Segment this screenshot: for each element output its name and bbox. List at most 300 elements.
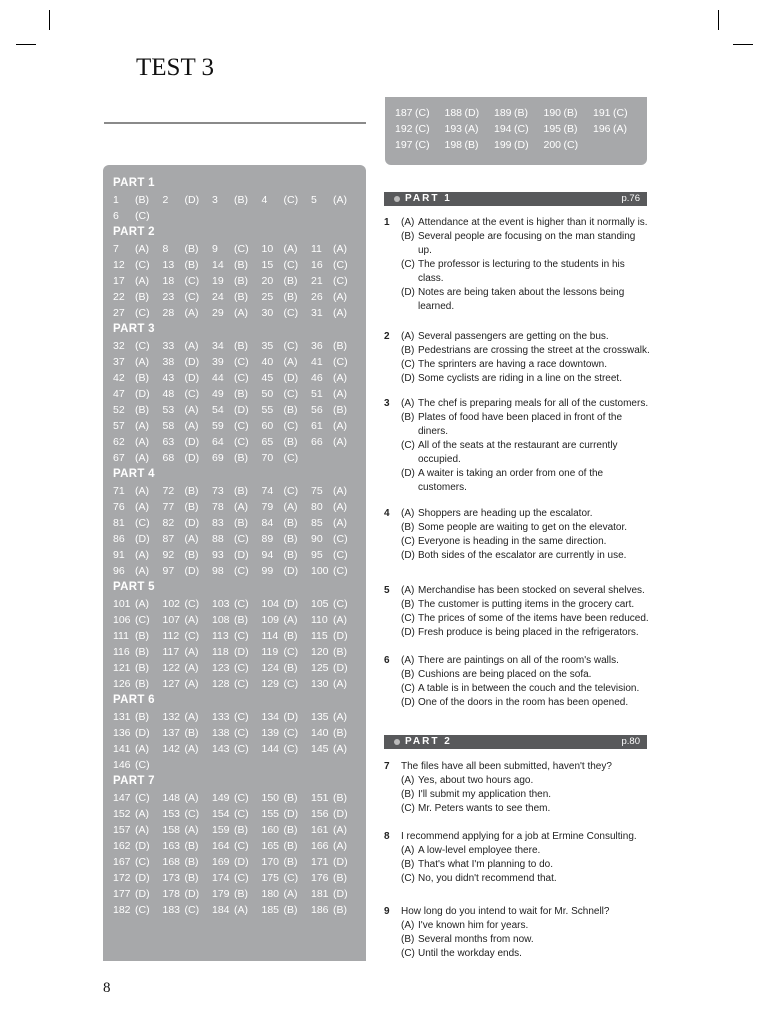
answer-letter: (B) xyxy=(184,243,199,255)
answer-letter: (A) xyxy=(333,678,347,690)
answer-number: 141 xyxy=(113,743,131,755)
answer-item xyxy=(113,644,163,660)
answer-item xyxy=(113,902,163,918)
bullet-icon xyxy=(394,739,400,745)
answer-number: 48 xyxy=(162,388,175,400)
answer-letter: (B) xyxy=(234,888,248,900)
answer-number: 54 xyxy=(212,404,224,416)
answer-item xyxy=(212,354,262,370)
answer-number: 17 xyxy=(113,275,125,287)
answer-number: 40 xyxy=(261,356,274,368)
answer-item xyxy=(212,418,262,434)
part-header xyxy=(384,192,647,206)
option-letter: (B) xyxy=(401,669,415,680)
answer-number: 28 xyxy=(162,307,175,319)
answer-letter: (C) xyxy=(234,630,249,642)
answer-letter: (D) xyxy=(333,856,348,868)
answer-item xyxy=(163,790,213,806)
option-text: No, you didn't recommend that. xyxy=(418,873,557,884)
answer-letter: (D) xyxy=(135,727,150,739)
answer-number: 164 xyxy=(212,840,230,852)
answer-item xyxy=(212,612,262,628)
answer-item xyxy=(212,596,262,612)
answer-number: 29 xyxy=(212,307,224,319)
answer-option xyxy=(401,788,650,802)
answer-number: 73 xyxy=(212,485,224,497)
answer-item xyxy=(212,628,262,644)
answer-number: 84 xyxy=(261,517,274,529)
title-rule xyxy=(104,122,366,124)
answer-number: 132 xyxy=(162,711,181,723)
answer-number: 187 xyxy=(395,107,413,119)
answer-option xyxy=(401,654,650,668)
answer-number: 106 xyxy=(113,614,131,626)
answer-item xyxy=(113,289,163,305)
answer-number: 145 xyxy=(311,743,329,755)
answer-letter: (A) xyxy=(135,743,149,755)
answer-item xyxy=(113,370,163,386)
option-letter: (B) xyxy=(401,231,415,242)
answer-number: 61 xyxy=(311,420,323,432)
answer-letter: (B) xyxy=(135,194,149,206)
answer-letter: (C) xyxy=(333,598,348,610)
answer-item xyxy=(113,612,163,628)
answer-option xyxy=(401,696,650,710)
answer-item xyxy=(311,257,361,273)
answer-letter: (C) xyxy=(184,808,200,820)
answer-part-label: PART 1 xyxy=(113,177,155,189)
answer-letter: (C) xyxy=(333,565,348,577)
answer-letter: (B) xyxy=(234,275,248,287)
question-number: 7 xyxy=(384,761,390,772)
option-letter: (A) xyxy=(401,331,415,342)
answer-item xyxy=(311,886,361,902)
answer-letter: (C) xyxy=(283,194,299,206)
answer-number: 183 xyxy=(162,904,181,916)
answer-item xyxy=(311,806,361,822)
answer-number: 144 xyxy=(261,743,280,755)
answer-number: 35 xyxy=(261,340,274,352)
answer-item xyxy=(262,338,312,354)
answer-letter: (A) xyxy=(333,307,347,319)
answer-letter: (A) xyxy=(184,646,199,658)
option-text: Plates of food have been placed in front of the diners. xyxy=(418,412,623,437)
answer-letter: (C) xyxy=(283,485,299,497)
answer-number: 63 xyxy=(162,436,175,448)
answer-number: 137 xyxy=(162,727,181,739)
answer-item xyxy=(311,628,361,644)
answer-number: 158 xyxy=(162,824,181,836)
answer-number: 15 xyxy=(261,259,274,271)
answer-number: 136 xyxy=(113,727,131,739)
answer-item xyxy=(311,483,361,499)
answer-letter: (D) xyxy=(283,565,299,577)
answer-item xyxy=(544,105,594,121)
answer-letter: (B) xyxy=(234,614,248,626)
part-title: PART 1 xyxy=(405,193,452,204)
answer-letter: (A) xyxy=(283,501,298,513)
answer-number: 49 xyxy=(212,388,224,400)
answer-item xyxy=(113,709,163,725)
answer-number: 185 xyxy=(261,904,280,916)
answer-number: 179 xyxy=(212,888,230,900)
option-letter: (C) xyxy=(401,536,415,547)
answer-part-label: PART 5 xyxy=(113,581,155,593)
answer-number: 194 xyxy=(494,123,512,135)
option-text: Some people are waiting to get on the elevator. xyxy=(418,522,628,533)
answer-item xyxy=(262,515,312,531)
option-letter: (B) xyxy=(401,345,415,356)
answer-item xyxy=(212,741,262,757)
answer-number: 38 xyxy=(162,356,175,368)
option-text: Pedestrians are crossing the street at the crosswalk. xyxy=(418,345,650,356)
answer-letter: (D) xyxy=(333,662,348,674)
answer-number: 98 xyxy=(212,565,224,577)
answer-letter: (A) xyxy=(184,533,199,545)
option-letter: (B) xyxy=(401,934,415,945)
option-text: Fresh produce is being placed in the refrigerators. xyxy=(418,627,639,638)
answer-number: 71 xyxy=(113,485,125,497)
answer-letter: (B) xyxy=(283,404,298,416)
answer-number: 70 xyxy=(261,452,274,464)
answer-item xyxy=(593,105,643,121)
answer-item xyxy=(311,531,361,547)
answer-item xyxy=(212,790,262,806)
answer-letter: (B) xyxy=(283,517,298,529)
answer-letter: (A) xyxy=(333,420,347,432)
answer-part-label: PART 3 xyxy=(113,323,155,335)
answer-item xyxy=(262,192,312,208)
answer-item xyxy=(212,902,262,918)
answer-item xyxy=(113,676,163,692)
answer-item xyxy=(113,515,163,531)
answer-letter: (B) xyxy=(283,904,298,916)
answer-number: 173 xyxy=(162,872,181,884)
answer-number: 22 xyxy=(113,291,125,303)
answer-letter: (D) xyxy=(333,630,348,642)
answer-item xyxy=(262,854,312,870)
option-text: The sprinters are having a race downtown. xyxy=(418,359,607,370)
answer-item xyxy=(113,273,163,289)
answer-number: 121 xyxy=(113,662,131,674)
answer-number: 26 xyxy=(311,291,323,303)
answer-item xyxy=(163,338,213,354)
answer-item xyxy=(163,709,213,725)
answer-item xyxy=(262,709,312,725)
answer-item xyxy=(311,644,361,660)
answer-letter: (C) xyxy=(234,598,249,610)
answer-letter: (C) xyxy=(333,275,348,287)
option-text: Notes are being taken about the lessons being learned. xyxy=(418,287,625,312)
answer-item xyxy=(262,628,312,644)
answer-item xyxy=(163,725,213,741)
answer-letter: (B) xyxy=(234,517,248,529)
answer-number: 87 xyxy=(162,533,175,545)
answer-letter: (A) xyxy=(135,452,149,464)
answer-item xyxy=(163,354,213,370)
answer-number: 135 xyxy=(311,711,329,723)
answer-letter: (A) xyxy=(333,840,347,852)
answer-item xyxy=(113,838,163,854)
answer-letter: (B) xyxy=(514,107,528,119)
answer-option xyxy=(401,919,650,933)
answer-letter: (A) xyxy=(283,356,298,368)
answer-letter: (C) xyxy=(135,307,150,319)
answer-letter: (D) xyxy=(333,808,348,820)
answer-item xyxy=(262,289,312,305)
answer-item xyxy=(311,515,361,531)
answer-item xyxy=(113,628,163,644)
answer-number: 101 xyxy=(113,598,131,610)
answer-item xyxy=(212,822,262,838)
answer-number: 72 xyxy=(162,485,175,497)
answer-item xyxy=(163,450,213,466)
answer-letter: (A) xyxy=(135,824,149,836)
answer-item xyxy=(311,418,361,434)
question xyxy=(384,330,650,386)
question-number: 5 xyxy=(384,585,390,596)
answer-number: 169 xyxy=(212,856,230,868)
answer-item xyxy=(163,402,213,418)
answer-number: 146 xyxy=(113,759,131,771)
answer-number: 182 xyxy=(113,904,131,916)
answer-number: 100 xyxy=(311,565,329,577)
answer-number: 85 xyxy=(311,517,323,529)
answer-number: 18 xyxy=(162,275,175,287)
answer-number: 107 xyxy=(162,614,181,626)
answer-option xyxy=(401,397,650,411)
answer-number: 13 xyxy=(162,259,175,271)
answer-item xyxy=(163,257,213,273)
answer-item xyxy=(262,741,312,757)
answer-item xyxy=(395,105,445,121)
answer-number: 190 xyxy=(543,107,562,119)
answer-letter: (A) xyxy=(184,307,199,319)
answer-letter: (C) xyxy=(234,372,249,384)
option-text: Cushions are being placed on the sofa. xyxy=(418,669,592,680)
option-letter: (A) xyxy=(401,398,415,409)
answer-letter: (C) xyxy=(234,678,249,690)
answer-number: 124 xyxy=(261,662,280,674)
answer-letter: (A) xyxy=(135,356,149,368)
answer-item xyxy=(163,305,213,321)
answer-number: 66 xyxy=(311,436,323,448)
option-text: Merchandise has been stocked on several shelves. xyxy=(418,585,645,596)
answer-letter: (C) xyxy=(234,872,249,884)
answer-number: 142 xyxy=(162,743,181,755)
crop-mark xyxy=(49,10,50,30)
answer-letter: (D) xyxy=(184,194,200,206)
answer-letter: (C) xyxy=(184,275,200,287)
answer-letter: (B) xyxy=(135,291,149,303)
answer-item xyxy=(113,531,163,547)
answer-number: 114 xyxy=(261,630,279,642)
answer-letter: (A) xyxy=(184,614,199,626)
answer-option xyxy=(401,933,650,947)
answer-item xyxy=(395,121,445,137)
answer-part-label: PART 7 xyxy=(113,775,155,787)
answer-letter: (A) xyxy=(333,501,347,513)
answer-item xyxy=(163,531,213,547)
option-text: The prices of some of the items have been reduced. xyxy=(418,613,649,624)
option-text: Until the workday ends. xyxy=(418,948,522,959)
answer-number: 93 xyxy=(212,549,224,561)
answer-number: 149 xyxy=(212,792,230,804)
answer-grid xyxy=(395,105,647,153)
answer-number: 159 xyxy=(212,824,230,836)
answer-item xyxy=(494,137,544,153)
answer-item xyxy=(113,257,163,273)
answer-letter: (B) xyxy=(283,792,298,804)
question-number: 1 xyxy=(384,217,390,228)
answer-item xyxy=(212,499,262,515)
answer-number: 176 xyxy=(311,872,329,884)
answer-letter: (A) xyxy=(135,436,149,448)
answer-number: 105 xyxy=(311,598,329,610)
question xyxy=(384,830,650,886)
answer-letter: (B) xyxy=(283,630,298,642)
answer-letter: (A) xyxy=(184,662,199,674)
answer-part-label: PART 2 xyxy=(113,226,155,238)
answer-letter: (D) xyxy=(184,356,200,368)
answer-item xyxy=(262,483,312,499)
answer-letter: (D) xyxy=(184,888,200,900)
option-text: The customer is putting items in the grocery cart. xyxy=(418,599,635,610)
question xyxy=(384,216,650,314)
answer-letter: (B) xyxy=(184,872,199,884)
answer-option xyxy=(401,774,650,788)
answer-item xyxy=(113,822,163,838)
answer-item xyxy=(262,257,312,273)
answer-number: 172 xyxy=(113,872,131,884)
answer-number: 102 xyxy=(162,598,181,610)
answer-item xyxy=(163,596,213,612)
answer-option xyxy=(401,372,650,386)
option-letter: (C) xyxy=(401,683,415,694)
answer-letter: (A) xyxy=(234,501,248,513)
answer-item xyxy=(212,257,262,273)
answer-number: 41 xyxy=(311,356,323,368)
answer-letter: (D) xyxy=(135,872,150,884)
option-letter: (B) xyxy=(401,412,415,423)
answer-item xyxy=(445,105,495,121)
option-text: A table is in between the couch and the television. xyxy=(418,683,640,694)
answer-number: 160 xyxy=(261,824,280,836)
option-letter: (C) xyxy=(401,873,415,884)
answer-number: 103 xyxy=(212,598,230,610)
answer-number: 64 xyxy=(212,436,224,448)
answer-item xyxy=(593,121,643,137)
answer-item xyxy=(311,499,361,515)
answer-number: 58 xyxy=(162,420,175,432)
answer-letter: (B) xyxy=(184,501,199,513)
answer-item xyxy=(212,402,262,418)
answer-letter: (C) xyxy=(283,259,299,271)
answer-item xyxy=(262,886,312,902)
answer-letter: (B) xyxy=(234,485,248,497)
option-letter: (D) xyxy=(401,550,415,561)
answer-number: 21 xyxy=(311,275,323,287)
answer-number: 95 xyxy=(311,549,323,561)
answer-letter: (C) xyxy=(234,792,249,804)
page-number: 8 xyxy=(103,980,111,996)
answer-option xyxy=(401,584,650,598)
answer-item xyxy=(113,241,163,257)
answer-item xyxy=(113,596,163,612)
answer-item xyxy=(262,902,312,918)
answer-letter: (B) xyxy=(184,549,199,561)
answer-item xyxy=(311,386,361,402)
question-number: 3 xyxy=(384,398,390,409)
answer-letter: (B) xyxy=(234,259,248,271)
answer-letter: (D) xyxy=(184,372,200,384)
answer-option xyxy=(401,286,650,314)
answer-number: 44 xyxy=(212,372,224,384)
answer-number: 36 xyxy=(311,340,323,352)
answer-letter: (B) xyxy=(135,646,149,658)
answer-item xyxy=(163,483,213,499)
answer-letter: (C) xyxy=(283,646,299,658)
answer-letter: (C) xyxy=(283,420,299,432)
answer-letter: (A) xyxy=(135,420,149,432)
answer-letter: (C) xyxy=(234,711,249,723)
answer-item xyxy=(163,886,213,902)
answer-number: 78 xyxy=(212,501,224,513)
answer-item xyxy=(163,241,213,257)
answer-number: 188 xyxy=(444,107,463,119)
answer-item xyxy=(262,676,312,692)
answer-item xyxy=(212,676,262,692)
answer-number: 111 xyxy=(113,630,129,642)
answer-number: 125 xyxy=(311,662,329,674)
answer-letter: (C) xyxy=(415,139,430,151)
answer-number: 181 xyxy=(311,888,329,900)
option-text: Several people are focusing on the man standing up. xyxy=(418,231,636,256)
answer-letter: (A) xyxy=(613,123,627,135)
answer-number: 59 xyxy=(212,420,224,432)
answer-item xyxy=(544,137,594,153)
answer-letter: (B) xyxy=(234,291,248,303)
answer-number: 156 xyxy=(311,808,329,820)
answer-number: 140 xyxy=(311,727,329,739)
answer-number: 80 xyxy=(311,501,323,513)
answer-number: 27 xyxy=(113,307,125,319)
option-letter: (A) xyxy=(401,217,415,228)
answer-letter: (B) xyxy=(563,107,578,119)
option-letter: (B) xyxy=(401,599,415,610)
answer-letter: (C) xyxy=(283,452,299,464)
answer-item xyxy=(311,338,361,354)
answer-number: 167 xyxy=(113,856,131,868)
answer-number: 69 xyxy=(212,452,224,464)
question-stem: How long do you intend to wait for Mr. Schnell? xyxy=(401,906,610,917)
answer-number: 42 xyxy=(113,372,125,384)
answer-letter: (B) xyxy=(135,711,149,723)
answer-item xyxy=(212,515,262,531)
answer-number: 9 xyxy=(212,243,218,255)
answer-number: 199 xyxy=(494,139,512,151)
part-title: PART 2 xyxy=(405,736,452,747)
answer-letter: (A) xyxy=(333,243,347,255)
answer-letter: (C) xyxy=(283,388,299,400)
answer-item xyxy=(163,612,213,628)
answer-item xyxy=(311,273,361,289)
answer-number: 109 xyxy=(261,614,280,626)
question xyxy=(384,507,650,563)
answer-item xyxy=(113,386,163,402)
answer-number: 90 xyxy=(311,533,323,545)
answer-letter: (D) xyxy=(234,404,249,416)
